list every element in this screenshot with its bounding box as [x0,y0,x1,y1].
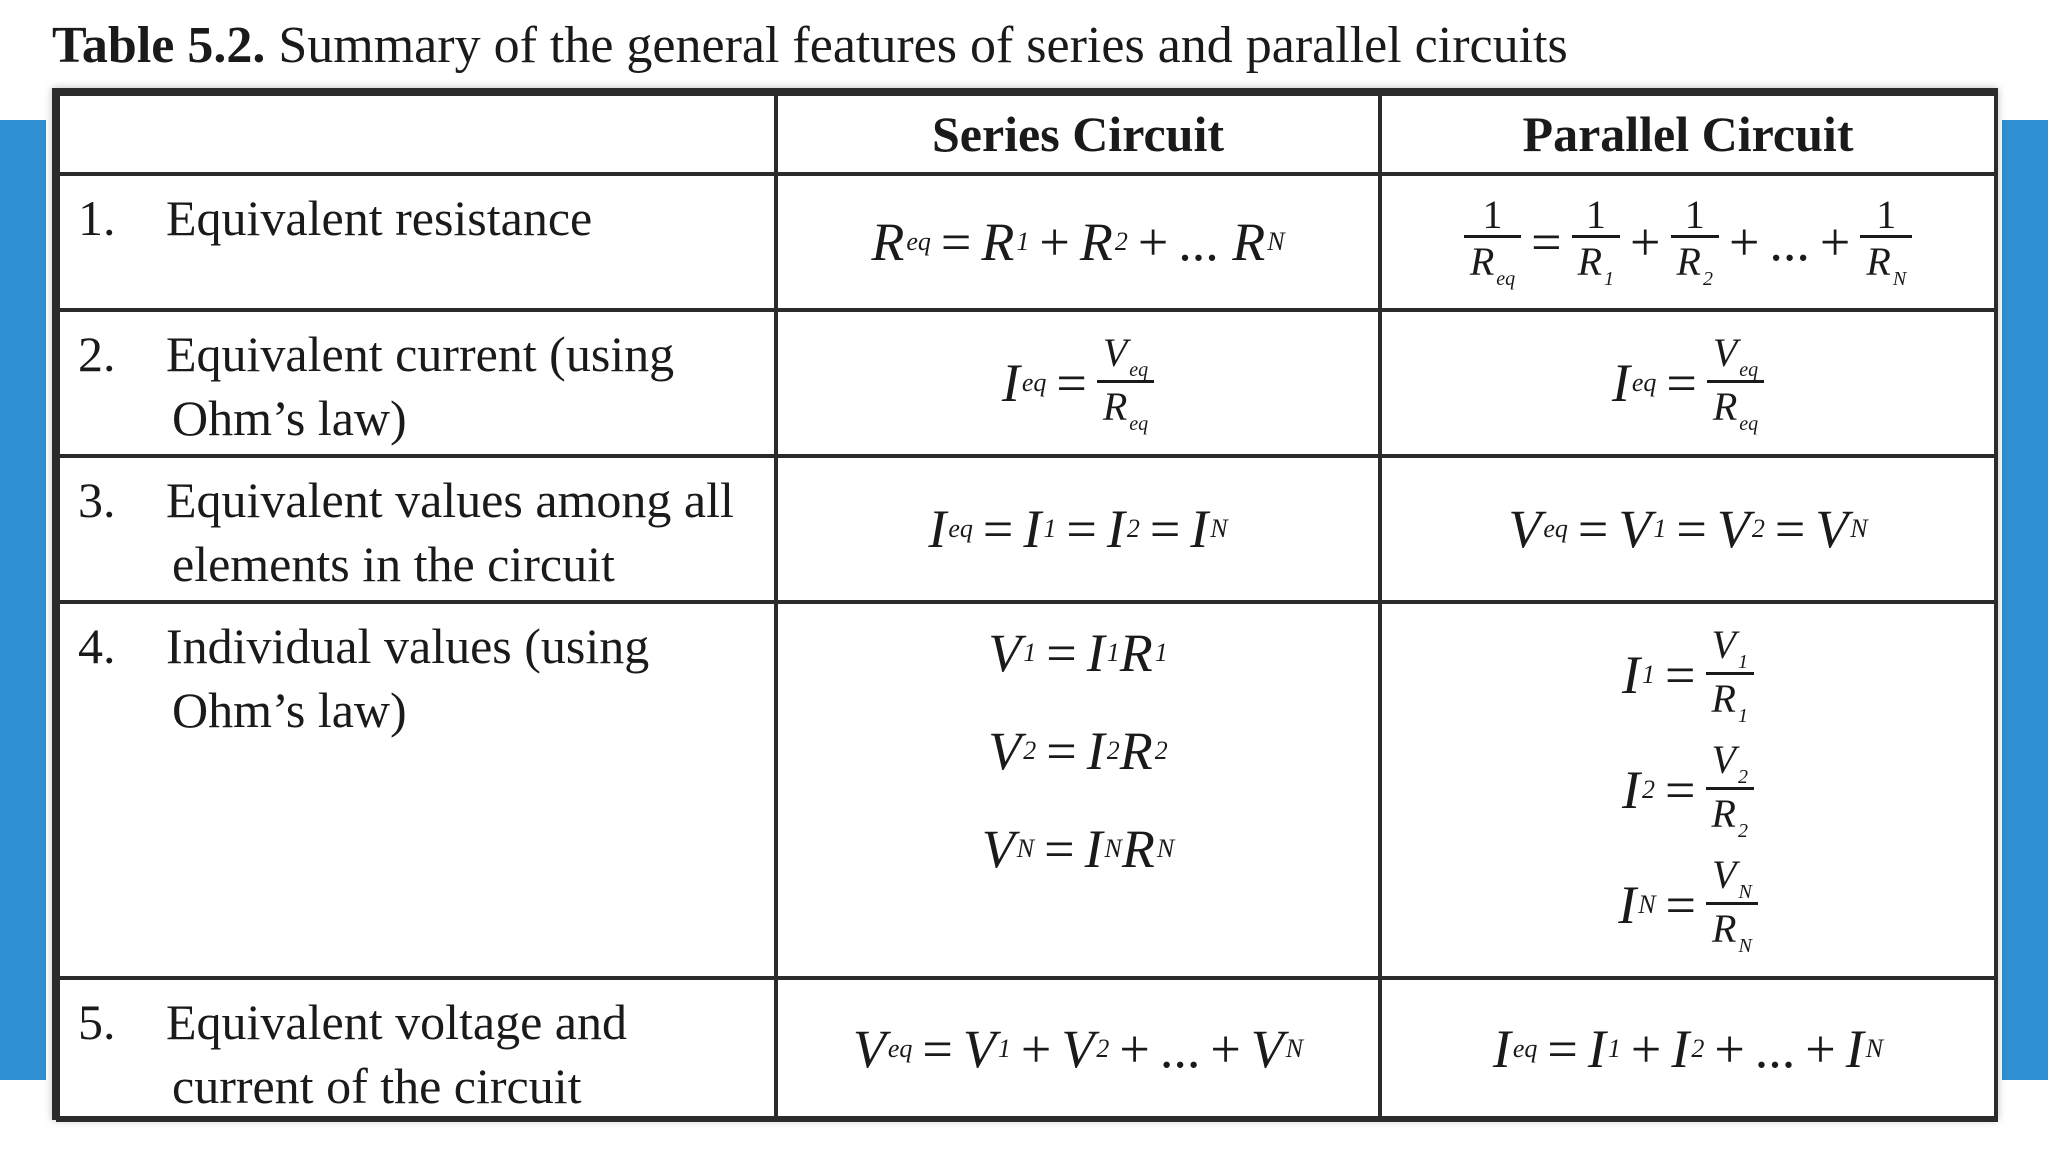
row-number: 1. [78,190,116,246]
formula-series-total-voltage: V eq = V 1 + V 2 + ... + V N [852,1019,1304,1079]
table-row [58,978,1996,1120]
series-formula-cell [776,310,1380,456]
series-formula-cell [776,174,1380,310]
formula-parallel-i2: I 2 = $\frac{V _2}{R _2}$ [1622,740,1754,841]
caption-label: Table 5.2. [52,17,266,74]
formula-parallel-i1: I 1 = $\frac{V _1}{R _1}$ [1622,625,1754,726]
series-formula-cell [776,978,1380,1120]
parallel-formula-cell [1380,310,1996,456]
formula-parallel-resistance: $\frac{1}{R _{eq}}$ = $\frac{1}{R _1}$ + $\frac{1}{R _2}$ + ... + $\frac{1}{R _N}$ [1464,195,1912,289]
table-row [58,456,1996,602]
table-row [58,602,1996,978]
parallel-formula-cell [1380,602,1996,978]
summary-table [52,88,1998,1120]
row-number: 4. [78,618,116,674]
header-parallel: Parallel Circuit [1380,94,1996,174]
row-label [58,310,776,456]
formula-series-resistance: R eq = R 1 + R 2 + ... R N [871,212,1285,272]
row-label-line2: Ohm’s law) [172,682,407,738]
formula-series-equal-current: I eq = I 1 = I 2 = I N [928,499,1228,559]
formula-series-v1: V 1 = I 1 R 1 [988,623,1168,683]
header-blank [58,94,776,174]
row-label-line1: Equivalent current (using [166,326,675,382]
row-label-line1: Equivalent voltage and [166,994,627,1050]
row-number: 2. [78,326,116,382]
row-number: 3. [78,472,116,528]
header-row [58,94,1996,174]
table-row [58,174,1996,310]
table-caption [52,16,1568,75]
formula-series-vn: V N = I N R N [981,819,1175,879]
formula-series-current: I eq = $\frac{V _{eq}}{R _{eq}}$ [1002,333,1154,434]
series-formula-cell [776,602,1380,978]
left-accent-bar [0,120,46,1080]
formula-parallel-total-current: I eq = I 1 + I 2 + ... + I N [1492,1019,1884,1079]
row-label-line2: elements in the circuit [172,536,615,592]
row-label [58,456,776,602]
table-row [58,310,1996,456]
right-accent-bar [2002,120,2048,1080]
row-label-line2: current of the circuit [172,1058,582,1114]
formula-parallel-in: I N = $\frac{V _N}{R _N}$ [1618,855,1758,956]
row-label-line1: Equivalent values among all [166,472,734,528]
parallel-formula-cell [1380,978,1996,1120]
parallel-formula-cell [1380,456,1996,602]
caption-text: Summary of the general features of series and parallel circuits [265,17,1568,74]
formula-parallel-current: I eq = $\frac{V _{eq}}{R _{eq}}$ [1612,333,1764,434]
row-label-line1: Equivalent resistance [166,190,593,246]
row-label [58,978,776,1120]
row-label [58,174,776,310]
formula-series-v2: V 2 = I 2 R 2 [988,721,1168,781]
row-label [58,602,776,978]
formula-parallel-equal-voltage: V eq = V 1 = V 2 = V N [1508,499,1868,559]
header-series: Series Circuit [776,94,1380,174]
parallel-formula-cell [1380,174,1996,310]
series-formula-cell [776,456,1380,602]
row-number: 5. [78,994,116,1050]
row-label-line1: Individual values (using [166,618,650,674]
row-label-line2: Ohm’s law) [172,390,407,446]
